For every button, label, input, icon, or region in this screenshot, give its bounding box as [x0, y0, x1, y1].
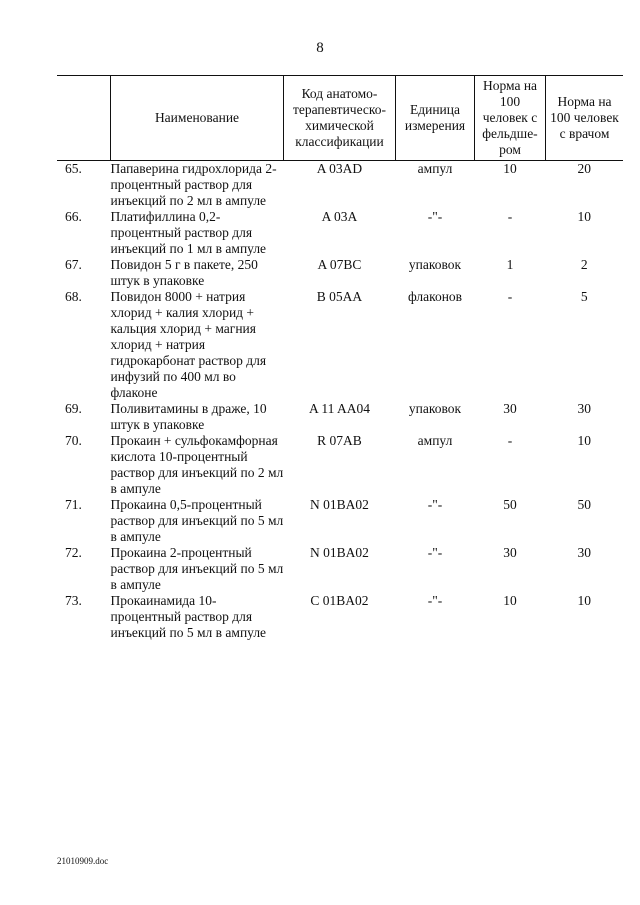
- row-unit: ампул: [417, 433, 453, 448]
- row-name: Папаверина гидрохлорида 2-процентный раствор для инъекций по 2 мл в ампуле: [110, 161, 277, 208]
- row-name: Прокаина 0,5-процентный раствор для инъекций по 5 мл в ампуле: [110, 497, 284, 544]
- row-name: Повидон 8000 + натрия хлорид + калия хлорид + кальция хлорид + магния хлорид + натрия гидрокарбонат раствор для инфузий по 400 мл во флаконе: [110, 289, 267, 400]
- header-unit: Единица измерения: [396, 76, 475, 161]
- header-norm-feldsher: Норма на 100 человек с фельдше-ром: [475, 76, 546, 161]
- row-norm-doctor: 10: [577, 209, 591, 224]
- row-unit: -"-: [427, 209, 443, 224]
- drug-norms-table: [57, 75, 623, 641]
- table-row: [57, 497, 623, 545]
- row-atc-code: B 05AA: [316, 289, 363, 304]
- table-row: [57, 209, 623, 257]
- row-name: Поливитамины в драже, 10 штук в упаковке: [110, 401, 267, 432]
- table-row: [57, 289, 623, 401]
- row-number: 71.: [65, 497, 82, 512]
- row-unit: -"-: [427, 497, 443, 512]
- row-norm-doctor: 50: [577, 497, 591, 512]
- row-name: Повидон 5 г в пакете, 250 штук в упаковке: [110, 257, 258, 288]
- row-number: 66.: [65, 209, 82, 224]
- row-norm-doctor: 2: [580, 257, 588, 272]
- row-unit: упаковок: [408, 257, 462, 272]
- row-norm-feldsher: 50: [503, 497, 517, 512]
- row-norm-feldsher: -: [507, 289, 513, 304]
- row-norm-doctor: 5: [580, 289, 588, 304]
- row-norm-doctor: 30: [577, 545, 591, 560]
- row-norm-doctor: 10: [577, 433, 591, 448]
- row-atc-code: A 03AD: [316, 161, 363, 176]
- table-row: [57, 161, 623, 210]
- row-name: Прокаин + сульфокамфорная кислота 10-процентный раствор для инъекций по 2 мл в ампуле: [110, 433, 284, 496]
- row-number: 67.: [65, 257, 82, 272]
- row-atc-code: N 01BA02: [310, 545, 369, 560]
- row-atc-code: A 03A: [321, 209, 358, 224]
- row-norm-feldsher: -: [507, 209, 513, 224]
- row-atc-code: A 11 AA04: [308, 401, 370, 416]
- row-unit: -"-: [427, 545, 443, 560]
- row-name: Прокаина 2-процентный раствор для инъекций по 5 мл в ампуле: [110, 545, 284, 592]
- table-row: [57, 401, 623, 433]
- row-norm-feldsher: 10: [503, 593, 517, 608]
- row-norm-doctor: 30: [577, 401, 591, 416]
- header-norm-doctor: Норма на 100 человек с врачом: [546, 76, 624, 161]
- row-norm-doctor: 20: [577, 161, 591, 176]
- row-number: 65.: [65, 161, 82, 176]
- row-unit: ампул: [417, 161, 453, 176]
- row-norm-feldsher: -: [507, 433, 513, 448]
- footer-filename: 21010909.doc: [57, 856, 109, 866]
- row-atc-code: C 01BA02: [310, 593, 369, 608]
- row-unit: флаконов: [407, 289, 463, 304]
- row-unit: -"-: [427, 593, 443, 608]
- row-atc-code: R 07AB: [317, 433, 362, 448]
- table-row: [57, 593, 623, 641]
- row-norm-feldsher: 10: [503, 161, 517, 176]
- row-norm-feldsher: 1: [506, 257, 514, 272]
- row-atc-code: A 07BC: [317, 257, 362, 272]
- row-number: 72.: [65, 545, 82, 560]
- row-number: 68.: [65, 289, 82, 304]
- row-unit: упаковок: [408, 401, 462, 416]
- row-name: Платифиллина 0,2-процентный раствор для инъекций по 1 мл в ампуле: [110, 209, 267, 256]
- row-norm-feldsher: 30: [503, 401, 517, 416]
- header-number: [57, 76, 111, 161]
- row-number: 70.: [65, 433, 82, 448]
- row-number: 69.: [65, 401, 82, 416]
- table-header-row: [57, 76, 623, 161]
- row-number: 73.: [65, 593, 82, 608]
- page-number: 8: [316, 40, 324, 56]
- row-atc-code: N 01BA02: [310, 497, 369, 512]
- table-row: [57, 433, 623, 497]
- header-name: Наименование: [111, 76, 284, 161]
- row-norm-feldsher: 30: [503, 545, 517, 560]
- table-row: [57, 545, 623, 593]
- row-name: Прокаинамида 10-процентный раствор для инъекций по 5 мл в ампуле: [110, 593, 267, 640]
- table-row: [57, 257, 623, 289]
- header-atc-code: Код анатомо-терапевтическо-химической классификации: [284, 76, 396, 161]
- row-norm-doctor: 10: [577, 593, 591, 608]
